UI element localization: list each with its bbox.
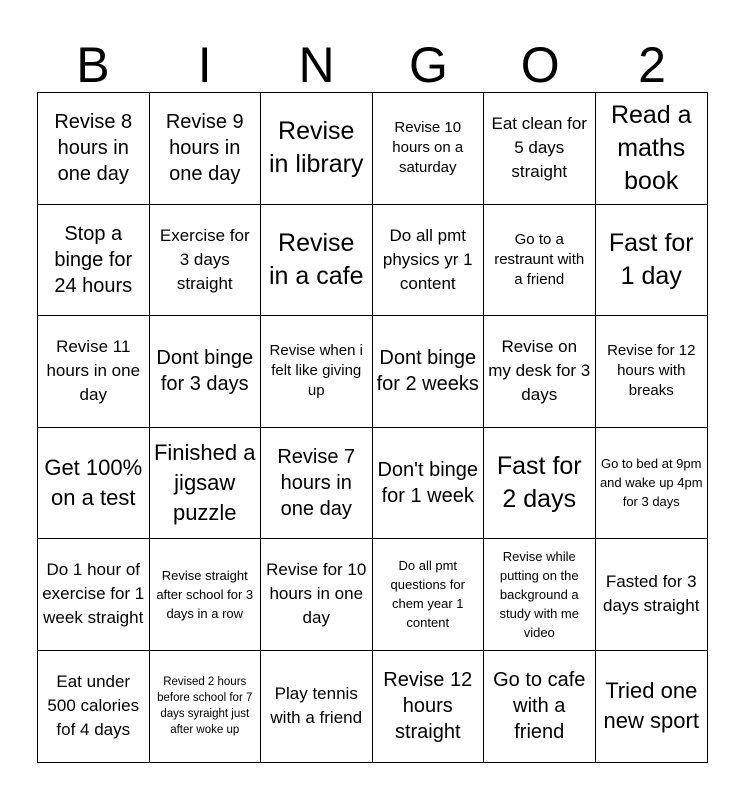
bingo-cell[interactable] (373, 651, 485, 763)
bingo-cell-text: Eat under 500 calories fof 4 days (47, 672, 140, 740)
bingo-cell-text: Revise 7 hours in one day (277, 445, 356, 520)
bingo-cell[interactable] (596, 205, 708, 317)
bingo-cell[interactable] (484, 539, 596, 651)
bingo-cell-text: Tried one new sport (603, 678, 699, 734)
bingo-cell-text: Go to cafe with a friend (493, 669, 586, 744)
bingo-cell-text: Finished a jigsaw puzzle (153, 439, 256, 525)
bingo-cell-text: Fast for 1 day (608, 228, 694, 290)
bingo-cell[interactable] (150, 539, 262, 651)
bingo-cell-text: Fast for 2 days (496, 451, 582, 513)
bingo-cell-text: Fasted for 3 days straight (603, 572, 700, 616)
bingo-cell-text: Go to a restraunt with a friend (494, 230, 585, 288)
bingo-cell[interactable] (596, 539, 708, 651)
bingo-cell[interactable] (261, 316, 373, 428)
bingo-cell-text: Go to bed at 9pm and wake up 4pm for 3 days (599, 456, 703, 510)
bingo-cell-text: Revise 10 hours on a saturday (392, 119, 464, 177)
bingo-cell[interactable] (596, 651, 708, 763)
bingo-cell[interactable] (261, 205, 373, 317)
bingo-cell-text: Get 100% on a test (44, 454, 143, 510)
bingo-cell[interactable] (596, 93, 708, 205)
title-letter-2: 2 (638, 37, 666, 93)
bingo-cell[interactable] (150, 316, 262, 428)
bingo-cell[interactable] (38, 316, 150, 428)
bingo-cell-text: Revise 12 hours straight (383, 669, 473, 744)
title-letter-n: N (298, 37, 335, 93)
title-letter-i: I (197, 37, 212, 93)
title-letter-g: G (408, 37, 448, 93)
bingo-cell[interactable] (150, 93, 262, 205)
bingo-cell-text: Revise while putting on the background a study with me video (499, 548, 579, 640)
title-letter-b: B (76, 37, 110, 93)
bingo-cell[interactable] (484, 428, 596, 540)
bingo-cell-text: Revised 2 hours before school for 7 days syraight just after woke up (157, 676, 253, 737)
bingo-cell[interactable] (261, 428, 373, 540)
bingo-cell-text: Revise in a cafe (268, 228, 364, 290)
bingo-cell[interactable] (373, 428, 485, 540)
bingo-cell[interactable] (38, 539, 150, 651)
bingo-cell[interactable] (596, 316, 708, 428)
bingo-cell-text: Revise straight after school for 3 days in a row (156, 567, 254, 621)
bingo-cell[interactable] (484, 316, 596, 428)
bingo-cell[interactable] (261, 651, 373, 763)
bingo-cell-text: Play tennis with a friend (270, 684, 363, 728)
bingo-cell-text: Dont binge for 3 days (156, 347, 254, 396)
title-letter-o: O (520, 37, 560, 93)
bingo-cell-text: Do 1 hour of exercise for 1 week straight (42, 560, 145, 628)
bingo-cell-text: Revise 8 hours in one day (54, 111, 133, 186)
bingo-title (37, 36, 708, 94)
bingo-cell[interactable] (38, 651, 150, 763)
bingo-cell[interactable] (150, 651, 262, 763)
bingo-cell-text: Exercise for 3 days straight (159, 225, 250, 293)
bingo-cell-text: Stop a binge for 24 hours (54, 222, 133, 297)
bingo-cell-text: Dont binge for 2 weeks (376, 347, 479, 396)
bingo-cell[interactable] (38, 428, 150, 540)
bingo-cell[interactable] (373, 93, 485, 205)
bingo-cell[interactable] (150, 428, 262, 540)
bingo-cell[interactable] (596, 428, 708, 540)
bingo-cell[interactable] (484, 93, 596, 205)
bingo-cell[interactable] (261, 93, 373, 205)
bingo-grid (37, 92, 708, 763)
bingo-cell-text: Read a maths book (610, 100, 692, 195)
bingo-cell[interactable] (38, 205, 150, 317)
bingo-cell[interactable] (484, 651, 596, 763)
bingo-cell-text: Revise in library (269, 117, 364, 179)
bingo-cell-text: Eat clean for 5 days straight (491, 114, 587, 182)
bingo-cell-text: Revise when i felt like giving up (269, 342, 363, 400)
bingo-cell-text: Revise 11 hours in one day (46, 337, 141, 405)
bingo-cell-text: Do all pmt physics yr 1 content (382, 225, 473, 293)
bingo-cell-text: Revise 9 hours in one day (165, 111, 244, 186)
bingo-cell[interactable] (261, 539, 373, 651)
bingo-cell[interactable] (150, 205, 262, 317)
bingo-cell-text: Revise for 12 hours with breaks (607, 342, 696, 400)
bingo-cell-text: Do all pmt questions for chem year 1 content (390, 558, 465, 631)
bingo-cell[interactable] (373, 316, 485, 428)
bingo-cell-text: Revise on my desk for 3 days (488, 337, 591, 405)
bingo-cell-text: Revise for 10 hours in one day (266, 560, 367, 628)
bingo-cell[interactable] (484, 205, 596, 317)
bingo-cell-text: Don't binge for 1 week (377, 458, 479, 507)
bingo-cell[interactable] (373, 205, 485, 317)
bingo-cell[interactable] (373, 539, 485, 651)
bingo-cell[interactable] (38, 93, 150, 205)
